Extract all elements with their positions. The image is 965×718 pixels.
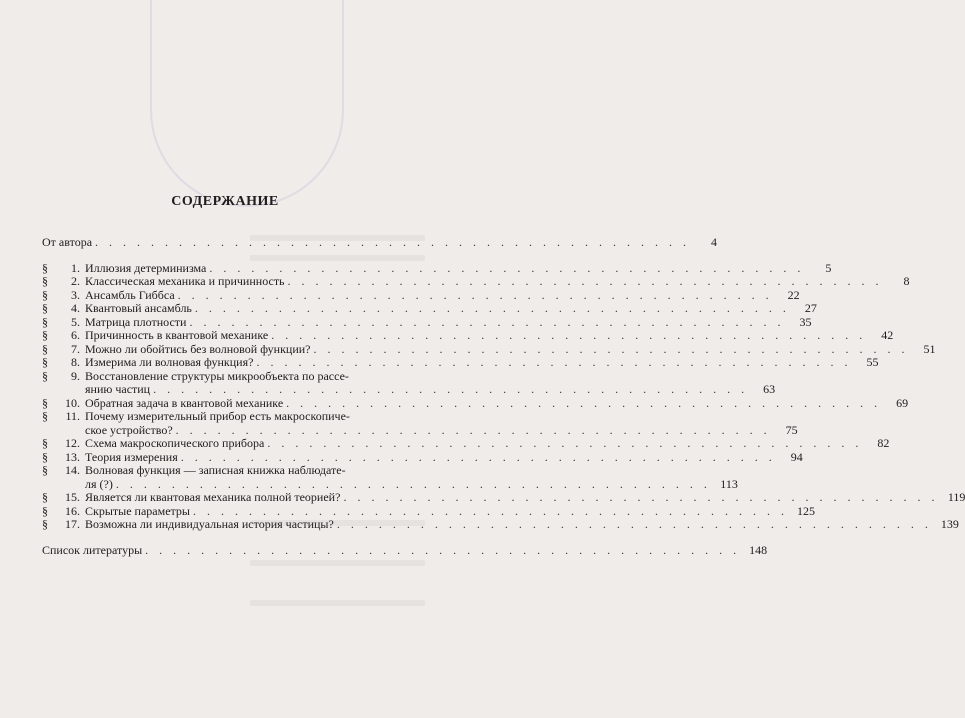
toc-entry-title: Матрица плотности [85,314,187,329]
dot-leader: . . . . . . . . . . . . . . . . . . . . . . . . . . . . . . . . . . . . . . . . . . . [194,301,790,315]
toc-page-number: 8 [903,274,910,288]
toc-entry-title-continuation: ское устройство? [85,422,173,437]
section-number: 15. [65,490,80,504]
dot-leader: . . . . . . . . . . . . . . . . . . . . . . . . . . . . . . . . . . . . . . . . . . . [271,328,867,342]
section-sign: § [42,436,48,450]
toc-entry-title: Список литературы [42,542,143,557]
section-sign: § [42,517,48,531]
toc-section-entry [42,355,879,370]
dot-leader: . . . . . . . . . . . . . . . . . . . . . . . . . . . . . . . . . . . . . . . . . . . [287,274,883,288]
toc-entry-title: Измерима ли волновая функция? [85,355,254,369]
toc-page-number: 4 [711,235,718,249]
dot-leader: . . . . . . . . . . . . . . . . . . . . . . . . . . . . . . . . . . . . . . . . . . . [177,287,773,302]
section-sign: § [42,463,48,477]
section-sign: § [42,287,48,302]
section-sign: § [42,314,48,329]
toc-page-number: 5 [825,260,832,275]
section-number: 13. [65,449,80,464]
section-number: 5. [71,314,80,329]
library-stamp-showthrough [150,0,344,207]
section-number: 6. [71,328,80,342]
section-sign: § [42,260,48,275]
dot-leader: . . . . . . . . . . . . . . . . . . . . . . . . . . . . . . . . . . . . . . . . . . . [256,355,852,369]
dot-leader: . . . . . . . . . . . . . . . . . . . . . . . . . . . . . . . . . . . . . . . . . . . [286,395,882,410]
toc-section-entry [42,287,800,303]
toc-page-number: 51 [923,341,936,356]
section-sign: § [42,449,48,464]
toc-section-entry [42,260,832,276]
toc-entry [42,542,768,558]
toc-entry-title: Волновая функция — записная книжка наблюдате- [85,463,346,477]
toc-entry-title: Схема макроскопического прибора [85,436,265,450]
dot-leader: . . . . . . . . . . . . . . . . . . . . . . . . . . . . . . . . . . . . . . . . . . . [336,517,932,531]
dot-leader: . . . . . . . . . . . . . . . . . . . . . . . . . . . . . . . . . . . . . . . . . . . [95,235,691,249]
dot-leader: . . . . . . . . . . . . . . . . . . . . . . . . . . . . . . . . . . . . . . . . . . . [192,503,788,518]
section-sign: § [42,341,48,356]
dot-leader: . . . . . . . . . . . . . . . . . . . . . . . . . . . . . . . . . . . . . . . . . . . [267,436,863,450]
section-sign: § [42,409,48,423]
dot-leader: . . . . . . . . . . . . . . . . . . . . . . . . . . . . . . . . . . . . . . . . . . . [313,341,909,356]
section-number: 11. [65,409,80,423]
section-sign: § [42,328,48,342]
section-number: 8. [71,355,80,369]
toc-entry-title-continuation: ля (?) [85,476,113,491]
toc-entry-title: Скрытые параметры [85,503,190,518]
toc-page-number: 63 [763,382,776,396]
toc-entry-title: Обратная задача в квантовой механике [85,395,284,410]
dot-leader: . . . . . . . . . . . . . . . . . . . . . . . . . . . . . . . . . . . . . . . . . . . [115,476,711,491]
toc-section-entry-continuation [42,422,798,438]
toc-entry [42,235,718,250]
toc-page-number: 55 [866,355,879,369]
dot-leader: . . . . . . . . . . . . . . . . . . . . . . . . . . . . . . . . . . . . . . . . . . . [145,542,741,557]
section-number: 9. [71,368,80,383]
section-number: 14. [65,463,80,477]
toc-section-entry [42,490,965,505]
toc-entry-title: Можно ли обойтись без волновой функции? [85,341,311,356]
dot-leader: . . . . . . . . . . . . . . . . . . . . . . . . . . . . . . . . . . . . . . . . . . . [180,449,776,464]
toc-entry-title: Почему измерительный прибор есть макроскопиче- [85,409,350,423]
toc-section-entry [42,314,812,330]
toc-page-number: 82 [877,436,890,450]
toc-section-entry [42,410,406,424]
spacer [42,532,406,544]
toc-section-entry [42,464,406,478]
dot-leader: . . . . . . . . . . . . . . . . . . . . . . . . . . . . . . . . . . . . . . . . . . . [209,260,805,275]
toc-entry-title: Теория измерения [85,449,178,464]
toc-entry-title: Восстановление структуры микрообъекта по рассе- [85,368,349,383]
toc-page-number: 35 [799,314,812,329]
toc-entry-title: Классическая механика и причинность [85,274,285,288]
toc-section-entry [42,449,803,465]
toc-page-number: 113 [720,476,738,491]
toc-entry-title: Возможна ли индивидуальная история частицы? [85,517,334,531]
dot-leader: . . . . . . . . . . . . . . . . . . . . . . . . . . . . . . . . . . . . . . . . . . . [175,422,771,437]
section-sign: § [42,395,48,410]
toc-page-number: 42 [881,328,894,342]
toc-entry-title: Ансамбль Гиббса [85,287,175,302]
section-number: 3. [71,287,80,302]
toc-entry-title: Причинность в квантовой механике [85,328,269,342]
toc-section-entry [42,370,406,384]
section-sign: § [42,490,48,504]
toc-section-entry-continuation [42,382,776,397]
spacer [42,250,406,262]
section-number: 17. [65,517,80,531]
showthrough-line [250,560,425,566]
toc-page-number: 125 [796,503,815,518]
toc-section-entry [42,517,959,532]
section-sign: § [42,355,48,369]
toc-section-entry-continuation [42,476,738,492]
section-number: 7. [71,341,80,356]
toc-section-entry [42,274,910,289]
toc-page-number: 22 [787,287,800,302]
dot-leader: . . . . . . . . . . . . . . . . . . . . . . . . . . . . . . . . . . . . . . . . . . . [343,490,939,504]
section-sign: § [42,368,48,383]
toc-section-entry [42,503,815,519]
toc-entry-title: Квантовый ансамбль [85,301,192,315]
toc-page-number: 119 [947,490,965,504]
section-number: 4. [71,301,80,315]
toc-page-number: 94 [790,449,803,464]
toc-section-entry [42,436,890,451]
section-sign: § [42,301,48,315]
toc-section-entry [42,328,894,343]
toc-page-number: 69 [896,395,909,410]
section-number: 1. [71,260,80,275]
toc-section-entry [42,341,936,357]
toc-section-entry [42,301,817,316]
section-sign: § [42,503,48,518]
section-sign: § [42,274,48,288]
toc-entry-title: Иллюзия детерминизма [85,260,207,275]
section-number: 16. [65,503,80,518]
toc-page-number: 148 [749,542,768,557]
dot-leader: . . . . . . . . . . . . . . . . . . . . . . . . . . . . . . . . . . . . . . . . . . . [189,314,785,329]
section-number: 12. [65,436,80,450]
table-of-contents [42,235,965,557]
section-number: 2. [71,274,80,288]
toc-entry-title: Является ли квантовая механика полной теорией? [85,490,341,504]
dot-leader: . . . . . . . . . . . . . . . . . . . . . . . . . . . . . . . . . . . . . . . . . . . [153,382,749,396]
toc-page-number: 27 [804,301,817,315]
toc-entry-title: От автора [42,235,93,249]
toc-section-entry [42,395,909,411]
toc-page-number: 139 [940,517,959,531]
toc-entry-title-continuation: янию частиц [85,382,151,396]
showthrough-line [250,600,425,606]
toc-page-number: 75 [785,422,798,437]
section-number: 10. [65,395,80,410]
page-title: СОДЕРЖАНИЕ [171,194,279,209]
